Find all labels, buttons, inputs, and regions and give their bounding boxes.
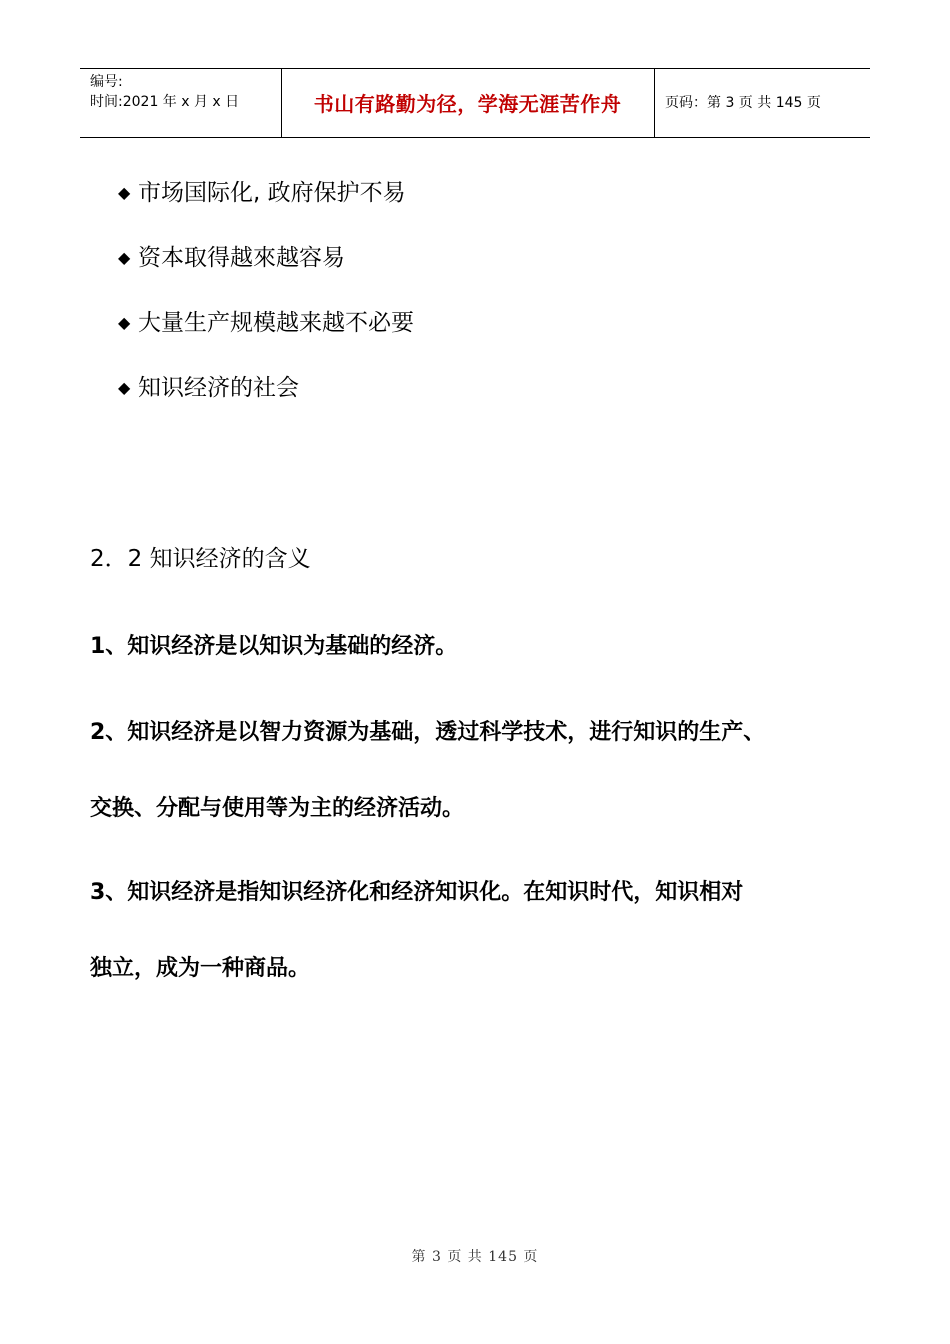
bullet-item <box>118 373 299 403</box>
time-label: 时间:2021 年 x 月 x 日 <box>90 94 240 110</box>
bullet-item <box>118 243 345 273</box>
bullet-text: 资本取得越來越容易 <box>138 245 345 271</box>
section-title: 2．2 知识经济的含义 <box>90 546 311 572</box>
header-motto-cell <box>281 69 655 137</box>
paragraph-line: 3、知识经济是指知识经济化和经济知识化。在知识时代，知识相对 <box>90 880 744 905</box>
diamond-bullet-icon: ◆ <box>118 183 131 202</box>
diamond-bullet-icon: ◆ <box>118 248 131 267</box>
header-meta-cell <box>80 69 282 137</box>
bullet-item <box>118 308 414 338</box>
bullet-text: 市场国际化, 政府保护不易 <box>138 180 406 206</box>
page-footer: 第 3 页 共 145 页 <box>411 1249 539 1265</box>
diamond-bullet-icon: ◆ <box>118 313 131 332</box>
document-header <box>80 68 870 138</box>
bullet-item <box>118 178 406 208</box>
number-label: 编号: <box>90 74 123 90</box>
bullet-text: 大量生产规模越来越不必要 <box>138 310 414 336</box>
paragraph-line: 交换、分配与使用等为主的经济活动。 <box>90 796 465 821</box>
header-motto: 书山有路勤为径，学海无涯苦作舟 <box>313 92 622 116</box>
paragraph-line: 2、知识经济是以智力资源为基础，透过科学技术，进行知识的生产、 <box>90 720 766 745</box>
bullet-text: 知识经济的社会 <box>138 375 299 401</box>
header-page-cell <box>655 69 870 137</box>
header-page-code: 页码：第 3 页 共 145 页 <box>665 95 821 111</box>
paragraph-line: 独立，成为一种商品。 <box>90 956 311 981</box>
diamond-bullet-icon: ◆ <box>118 378 131 397</box>
paragraph-line: 1、知识经济是以知识为基础的经济。 <box>90 634 458 659</box>
